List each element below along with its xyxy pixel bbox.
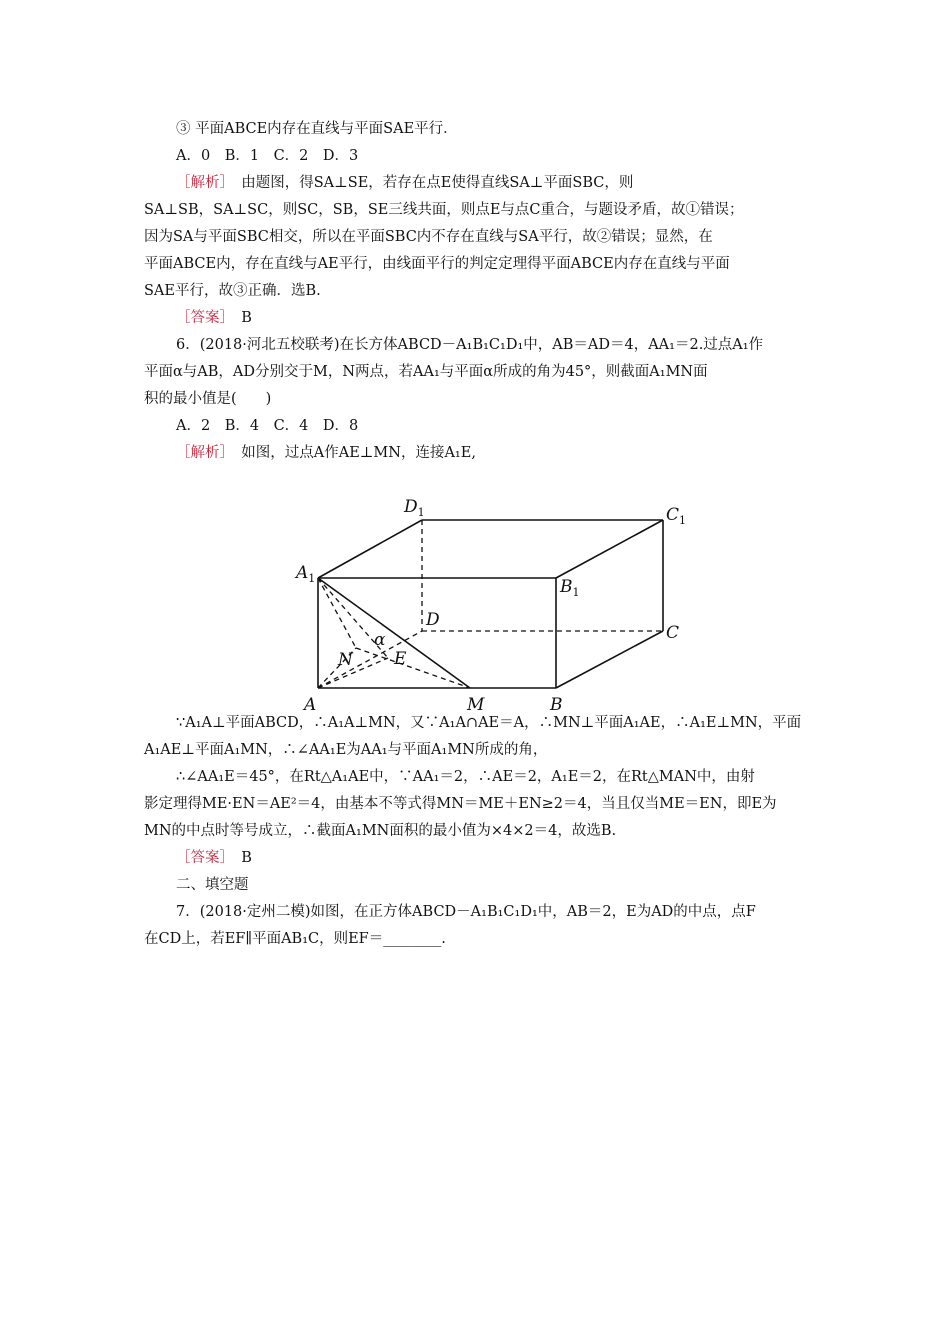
label-c: C [666,623,680,643]
analysis-tag: ［解析］ [176,445,227,461]
problem5-analysis-line1 [144,170,804,197]
problem6-proof-line4: 影定理得ME·EN＝AE²＝4，由基本不等式得MN＝ME＋EN≥2＝4，当且仅当ME＝EN，即E为 [144,796,777,812]
problem7-line2: 在CD上，若EF∥平面AB₁C，则EF＝________. [144,931,446,947]
hidden-line-n-m [356,648,470,688]
answer-tag: ［答案］ [176,850,227,866]
problem5-analysis-line3: 因为SA与平面SBC相交，所以在平面SBC内不存在直线与SA平行，故②错误；显然，在 [144,229,713,245]
cuboid-figure [290,488,690,720]
problem6-proof-line2: A₁AE⊥平面A₁MN，∴∠AA₁E为AA₁与平面A₁MN所成的角， [144,742,548,758]
problem6-stem-line2: 平面α与AB，AD分别交于M，N两点，若AA₁与平面α所成的角为45°，则截面A₁MN面 [144,364,708,380]
problem6-proof-line5: MN的中点时等号成立，∴截面A₁MN面积的最小值为×4×2＝4，故选B. [144,823,617,839]
problem7-line1: 7．(2018·定州二模)如图，在正方体ABCD－A₁B₁C₁D₁中，AB＝2，E为AD的中点，点F [176,904,756,920]
label-m: M [467,695,485,715]
cuboid-diagram [290,488,690,720]
problem5-analysis-line2: SA⊥SB，SA⊥SC，则SC，SB，SE三线共面，则点E与点C重合，与题设矛盾，故①错误； [144,202,744,218]
label-b: B [550,695,563,715]
hidden-line-a1-n [318,578,356,648]
label-a: A [304,695,317,715]
line-a1-m [318,578,470,688]
analysis-tag: ［解析］ [176,175,227,191]
problem6-proof-line1: ∵A₁A⊥平面ABCD，∴A₁A⊥MN，又∵A₁A∩AE＝A，∴MN⊥平面A₁AE，∴A₁E⊥MN，平面 [176,715,802,731]
problem5-answer [144,305,804,332]
label-d1: $D_1$ [404,497,425,519]
label-d: D [426,610,440,630]
analysis-text: 由题图，得SA⊥SE，若存在点E使得直线SA⊥平面SBC，则 [226,175,634,191]
answer-value: B [226,850,252,866]
label-e: E [394,649,407,669]
label-b1: $B_1$ [560,577,580,599]
hidden-line-a-e [318,658,388,688]
edge-b-c [556,631,663,688]
label-n: N [338,650,353,670]
problem6-stem-line3: 积的最小值是( ) [144,391,272,407]
analysis-text: 如图，过点A作AE⊥MN，连接A₁E, [226,445,476,461]
problem6-stem-line1: 6．(2018·河北五校联考)在长方体ABCD－A₁B₁C₁D₁中，AB＝AD＝4，AA₁＝2.过点A₁作 [176,337,764,353]
label-c1: $C_1$ [666,505,687,527]
edge-a1-d1 [318,520,422,578]
problem5-analysis-line4: 平面ABCE内，存在直线与AE平行，由线面平行的判定定理得平面ABCE内存在直线与平面 [144,256,730,272]
label-a1: $A_1$ [296,563,316,585]
problem6-proof-line3: ∴∠AA₁E＝45°，在Rt△A₁AE中，∵AA₁＝2，∴AE＝2，A₁E＝2，在Rt△MAN中，由射 [176,769,755,785]
problem6-analysis-intro [144,440,804,467]
edge-b1-c1 [556,520,663,578]
problem5-options: A．0 B．1 C．2 D．3 [176,148,359,164]
answer-tag: ［答案］ [176,310,227,326]
problem5-statement-3: ③ 平面ABCE内存在直线与平面SAE平行． [176,121,458,137]
problem6-options: A．2 B．4 C．4 D．8 [176,418,359,434]
problem5-analysis-line5: SAE平行，故③正确．选B. [144,283,321,299]
section-title: 二、填空题 [176,877,249,893]
label-alpha: α [374,630,386,650]
answer-value: B [226,310,252,326]
problem6-answer [144,845,804,872]
